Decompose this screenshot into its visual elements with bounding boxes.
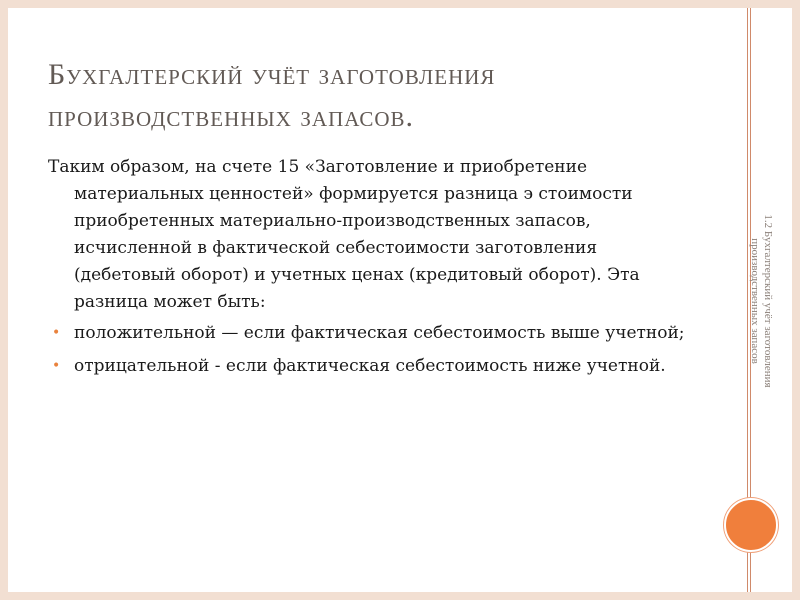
bullet-item [48, 320, 688, 347]
slide-content [48, 154, 688, 386]
title-line-2: производственных запасов. [48, 100, 415, 133]
slide [8, 8, 792, 592]
bullet-list [48, 320, 688, 380]
decorative-circle-icon [724, 498, 778, 552]
bullet-text: положительной — если фактическая себестоимость выше учетной; [74, 323, 685, 343]
body-paragraph: Таким образом, на счете 15 «Заготовление и приобретение материальных ценностей» формируется разница э стоимости приобретенных материально-производственных запасов, исчисленной в фактической себестоимости заготовления (дебетовый оборот) и учетных ценах (кредитовый оборот). Эта разница может быть: [48, 157, 640, 312]
bullet-icon: • [52, 358, 61, 374]
bullet-icon: • [52, 325, 61, 341]
bullet-text: отрицательной - если фактическая себестоимость ниже учетной. [74, 356, 666, 376]
slide-title [48, 54, 708, 138]
side-label: 1.2 Бухгалтерский учёт заготовления производственных запасов [749, 214, 774, 388]
title-line-1: Бухгалтерский учёт заготовления [48, 58, 496, 91]
bullet-item [48, 353, 688, 380]
